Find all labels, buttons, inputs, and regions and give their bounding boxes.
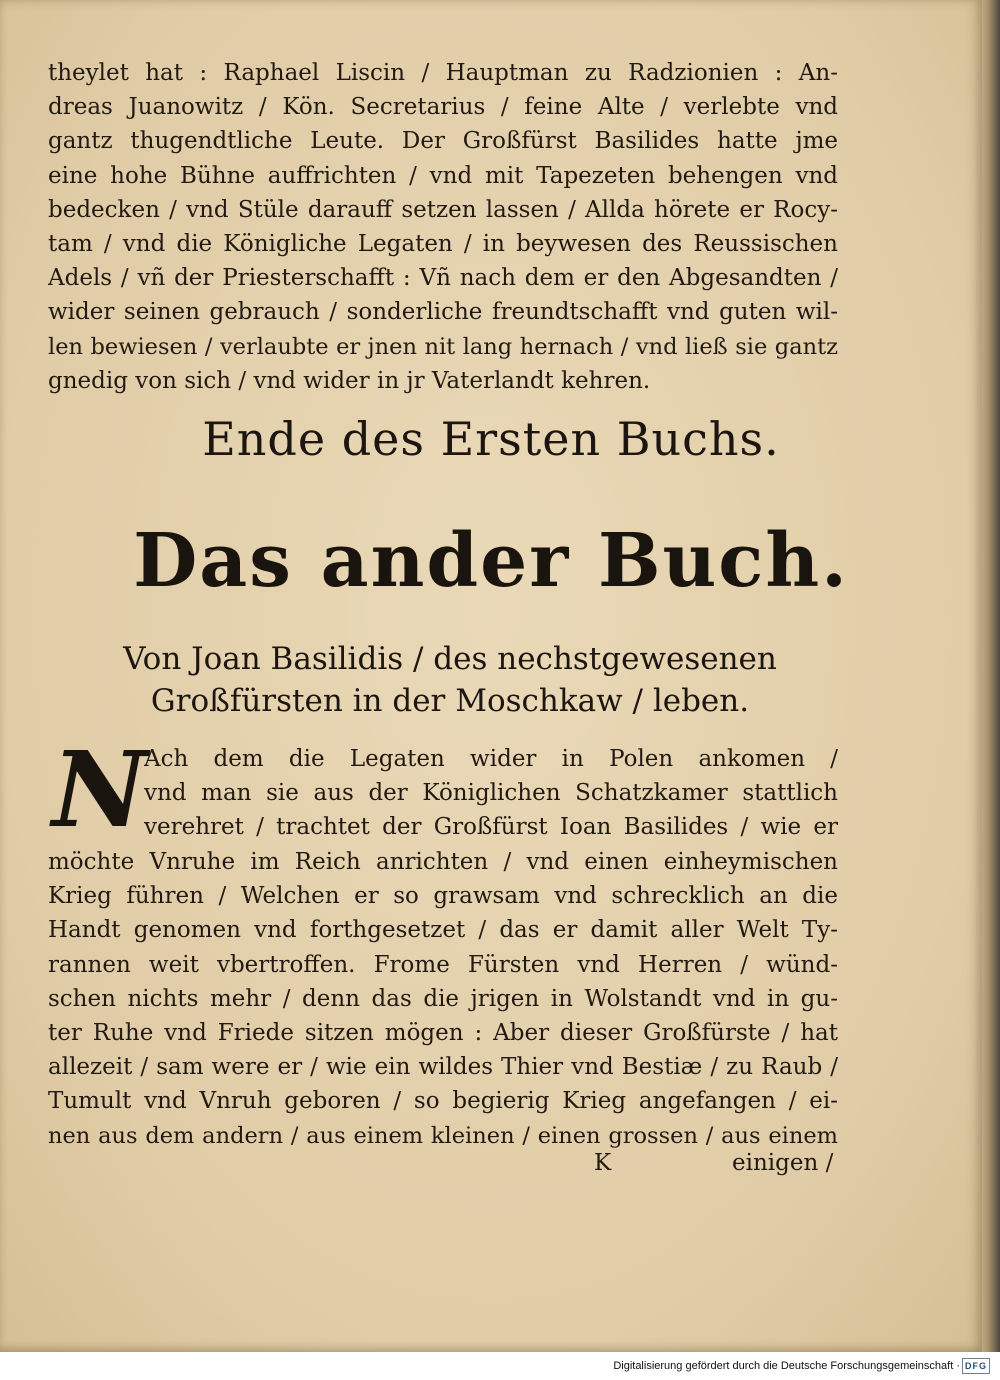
drop-cap-initial: N bbox=[52, 728, 148, 851]
end-of-book-heading: Ende des Ersten Buchs. bbox=[202, 412, 780, 466]
text-line: Krieg führen / Welchen er so grawsam vnd schrecklich an die bbox=[48, 883, 838, 910]
catchword-line bbox=[0, 1150, 982, 1184]
dfg-logo: DFG bbox=[962, 1358, 990, 1374]
paragraph-main-indented bbox=[144, 742, 838, 845]
text-line: tam / vnd die Königliche Legaten / in beywesen des Reussischen bbox=[48, 230, 838, 257]
text-line: Adels / vñ der Priesterschafft : Vñ nach dem er den Abgesandten / bbox=[48, 265, 838, 292]
text-line: allezeit / sam were er / wie ein wildes Thier vnd Bestiæ / zu Raub / bbox=[48, 1054, 838, 1081]
paragraph-main bbox=[48, 845, 838, 1153]
text-line: Handt genomen vnd forthgesetzet / das er damit aller Welt Ty- bbox=[48, 917, 838, 944]
subheading-line: Großfürsten in der Moschkaw / leben. bbox=[150, 683, 750, 719]
paragraph-top bbox=[48, 56, 838, 398]
funding-credit: Digitalisierung gefördert durch die Deutsche Forschungsgemeinschaft · bbox=[613, 1360, 960, 1372]
text-line: vnd man sie aus der Königlichen Schatzkamer stattlich bbox=[144, 780, 838, 807]
text-line: len bewiesen / verlaubte er jnen nit lang hernach / vnd ließ sie gantz bbox=[48, 333, 838, 360]
text-line: ter Ruhe vnd Friede sitzen mögen : Aber dieser Großfürste / hat bbox=[48, 1019, 838, 1046]
text-line: eine hohe Bühne auffrichten / vnd mit Tapezeten behengen vnd bbox=[48, 162, 838, 189]
book-title-heading: Das ander Buch. bbox=[133, 518, 849, 604]
text-line: verehret / trachtet der Großfürst Ioan Basilides / wie er bbox=[144, 814, 838, 841]
text-line: rannen weit vbertroffen. Frome Fürsten vnd Herren / wünd- bbox=[48, 951, 838, 978]
text-line: möchte Vnruhe im Reich anrichten / vnd einen einheymischen bbox=[48, 849, 838, 875]
text-line: nen aus dem andern / aus einem kleinen / einen grossen / aus einem bbox=[48, 1122, 838, 1149]
signature-mark: K bbox=[594, 1150, 612, 1176]
digitization-footer bbox=[0, 1352, 1000, 1380]
catchword: einigen / bbox=[732, 1150, 834, 1176]
text-line: wider seinen gebrauch / sonderliche freundtschafft vnd guten wil- bbox=[48, 299, 838, 326]
text-line: schen nichts mehr / denn das die jrigen in Wolstandt vnd in gu- bbox=[48, 985, 838, 1012]
chapter-subheading bbox=[100, 638, 800, 722]
text-line: gantz thugendtliche Leute. Der Großfürst Basilides hatte jme bbox=[48, 128, 838, 155]
text-line: Ach dem die Legaten wider in Polen ankomen / bbox=[144, 746, 838, 772]
text-line: Tumult vnd Vnruh geboren / so begierig Krieg angefangen / ei- bbox=[48, 1088, 838, 1115]
text-line: gnedig von sich / vnd wider in jr Vaterlandt kehren. bbox=[48, 367, 651, 394]
text-line: bedecken / vnd Stüle darauff setzen lassen / Allda hörete er Rocy- bbox=[48, 196, 838, 223]
text-line: dreas Juanowitz / Kön. Secretarius / feine Alte / verlebte vnd bbox=[48, 94, 838, 121]
page-edge bbox=[982, 0, 1000, 1352]
subheading-line: Von Joan Basilidis / des nechstgewesenen bbox=[123, 641, 777, 677]
text-line: theylet hat : Raphael Liscin / Hauptman zu Radzionien : An- bbox=[48, 60, 838, 86]
